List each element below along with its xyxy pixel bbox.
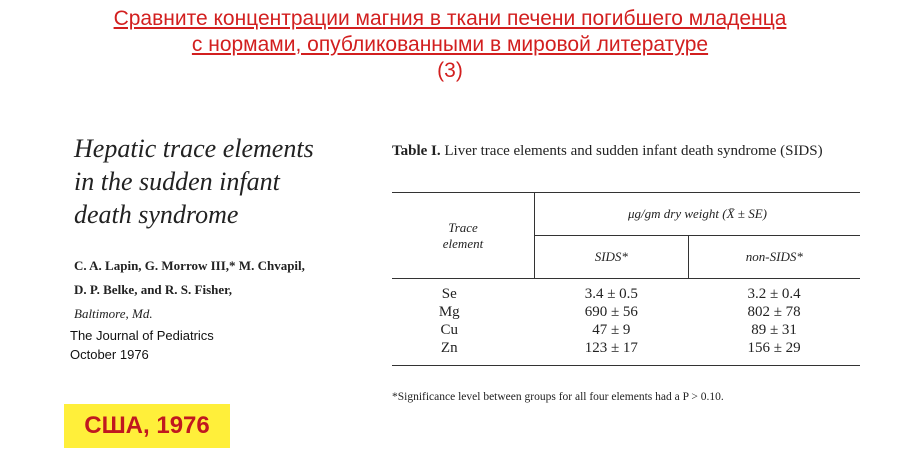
authors-line-1: C. A. Lapin, G. Morrow III,* M. Chvapil, [74,258,305,273]
non-sids-column-header: non-SIDS* [688,236,860,279]
trace-elements-table [392,192,860,366]
row-non-sids-value: 89 ± 31 [751,322,797,338]
article-title [74,132,374,231]
sids-column-header: SIDS* [535,236,689,279]
table-caption [392,140,862,162]
table-row [392,303,860,321]
journal-citation [70,326,214,364]
authors-location: Baltimore, Md. [74,306,153,321]
slide-title-line-1: Сравните концентрации магния в ткани печени погибшего младенца [113,7,787,30]
article-title-line-2: in the sudden infant [74,167,280,196]
footer-rule [392,357,860,366]
table-caption-label: Table I. [392,143,441,159]
table-footnote: *Significance level between groups for all four elements had a P > 0.10. [392,391,724,403]
article-title-line-3: death syndrome [74,200,239,229]
element-header-line-2: element [442,235,484,251]
element-column-header [392,193,535,279]
table-row [392,339,860,357]
row-sids-value: 3.4 ± 0.5 [584,286,638,302]
row-element: Cu [440,322,458,338]
row-sids-value: 690 ± 56 [584,304,638,320]
row-non-sids-value: 3.2 ± 0.4 [747,286,801,302]
row-element: Se [441,286,457,302]
units-group-header: μg/gm dry weight (X̄ ± SE) [535,193,861,236]
row-element: Mg [438,304,460,320]
article-title-line-1: Hepatic trace elements [74,134,314,163]
article-authors [74,254,384,326]
journal-date: October 1976 [70,347,149,362]
slide-title [0,6,900,84]
slide-title-line-2-suffix: (3) [437,59,463,82]
row-sids-value: 123 ± 17 [584,340,638,356]
table-header-row-1 [392,193,860,236]
element-header-line-1: Trace [448,219,478,235]
slide-title-line-2 [0,32,900,84]
slide-title-line-2-underlined: с нормами, опубликованными в мировой литературе [191,33,709,56]
table-caption-text: Liver trace elements and sudden infant death syndrome (SIDS) [440,143,823,159]
country-year-badge: США, 1976 [64,404,230,448]
journal-name: The Journal of Pediatrics [70,328,214,343]
row-sids-value: 47 ± 9 [592,322,631,338]
row-non-sids-value: 156 ± 29 [747,340,801,356]
table-row [392,321,860,339]
row-element: Zn [440,340,458,356]
authors-names: D. P. Belke, and R. S. Fisher, [74,282,232,297]
authors-line-2 [74,278,384,326]
row-non-sids-value: 802 ± 78 [747,304,801,320]
table-row [392,285,860,303]
